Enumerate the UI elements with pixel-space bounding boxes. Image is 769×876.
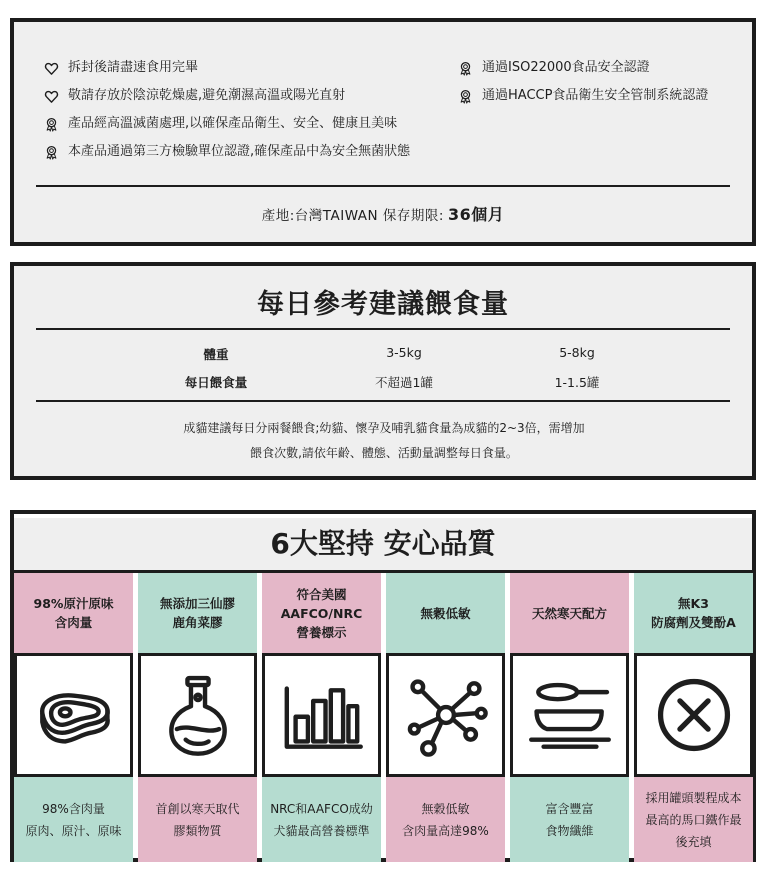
storage-note — [44, 88, 345, 104]
commitment-header-text: 符合美國 AAFCO/NRC 營養標示 — [280, 586, 363, 640]
divider — [36, 328, 730, 330]
feeding-note-line: 成貓建議每日分兩餐餵食;幼貓、懷孕及哺乳貓食量為成貓的2~3倍，需增加 — [183, 421, 585, 435]
commitment-detail-text: NRC和AAFCO成幼 犬貓最高營養標準 — [270, 801, 373, 838]
commitment-header — [386, 573, 505, 653]
commitment-detail-text: 富含豐富 食物纖維 — [545, 801, 594, 838]
commitment-header — [634, 573, 753, 653]
commitment-detail-text: 無穀低敏 含肉量高達98% — [402, 801, 489, 838]
storage-note — [44, 144, 410, 160]
certification-note-text: 通過HACCP食品衛生安全管制系統認證 — [482, 88, 709, 103]
storage-note-text: 產品經高溫滅菌處理,以確保產品衛生、安全、健康且美味 — [68, 116, 398, 131]
storage-notes-panel — [10, 18, 756, 246]
commitment-header — [262, 573, 381, 653]
molecule-icon — [402, 671, 490, 759]
commitment-detail — [138, 777, 257, 862]
commitment-header-text: 無添加三仙膠 鹿角菜膠 — [159, 596, 235, 630]
x-circle-icon — [650, 671, 738, 759]
commitment-header-text: 無穀低敏 — [420, 605, 471, 621]
certification-note — [458, 60, 650, 76]
certification-note — [458, 88, 708, 104]
commitment-icon-box — [510, 653, 629, 777]
commitment-header — [138, 573, 257, 653]
storage-note — [44, 60, 198, 76]
commitment-detail — [262, 777, 381, 862]
commitment-header — [510, 573, 629, 653]
feeding-note — [154, 416, 614, 466]
feeding-guide-panel — [10, 262, 756, 480]
commitment-header-text: 98%原汁原味 含肉量 — [33, 596, 114, 630]
weight-range-large: 5-8kg — [559, 345, 595, 360]
storage-note-text: 本產品通過第三方檢驗單位認證,確保產品中為安全無菌狀態 — [68, 144, 411, 159]
commitment-icon-box — [262, 653, 381, 777]
heart-outline-icon — [44, 89, 59, 104]
award-badge-icon — [458, 89, 473, 104]
commitment-icon-box — [386, 653, 505, 777]
award-badge-icon — [458, 61, 473, 76]
commitment-detail — [386, 777, 505, 862]
divider — [36, 185, 730, 187]
bar-chart-icon — [278, 671, 366, 759]
certification-note-text: 通過ISO22000食品安全認證 — [482, 60, 650, 75]
commitment-detail — [510, 777, 629, 862]
flask-icon — [154, 671, 242, 759]
heart-outline-icon — [44, 61, 59, 76]
daily-amount-large: 1-1.5罐 — [554, 375, 600, 390]
commitment-icon-box — [138, 653, 257, 777]
feeding-note-line: 餵食次數,請依年齡、體態、活動量調整每日食量。 — [250, 446, 518, 460]
origin-label: 產地:台灣TAIWAN 保存期限: — [261, 208, 444, 224]
steak-icon — [30, 671, 118, 759]
commitment-detail — [634, 777, 753, 862]
divider — [36, 400, 730, 402]
commitment-detail-text: 98%含肉量 原肉、原汁、原味 — [25, 801, 122, 838]
quality-title: 6大堅持 安心品質 — [14, 518, 752, 570]
commitment-detail — [14, 777, 133, 862]
commitment-icon-box — [634, 653, 753, 777]
commitment-header — [14, 573, 133, 653]
bowl-spoon-icon — [526, 671, 614, 759]
weight-range-small: 3-5kg — [386, 345, 422, 360]
storage-note — [44, 116, 397, 132]
quality-commitments-panel — [10, 510, 756, 862]
commitment-header-text: 無K3 防腐劑及雙酚A — [651, 596, 736, 630]
commitment-detail-text: 首創以寒天取代 膠類物質 — [155, 801, 240, 838]
storage-note-text: 敬請存放於陰涼乾燥處,避免潮濕高溫或陽光直射 — [68, 88, 346, 103]
daily-amount-small: 不超過1罐 — [375, 375, 433, 390]
commitment-detail-text: 採用罐頭製程成本 最高的馬口鐵作最 後充填 — [645, 790, 742, 849]
weight-label: 體重 — [203, 347, 229, 362]
shelf-life-value: 36個月 — [447, 205, 505, 224]
daily-amount-label: 每日餵食量 — [184, 375, 248, 390]
award-badge-icon — [44, 145, 59, 160]
storage-note-text: 拆封後請盡速食用完畢 — [68, 60, 199, 75]
feeding-guide-title: 每日參考建議餵食量 — [257, 289, 509, 320]
award-badge-icon — [44, 117, 59, 132]
origin-shelf-life — [14, 202, 752, 225]
commitment-header-text: 天然寒天配方 — [531, 605, 607, 621]
commitment-icon-box — [14, 653, 133, 777]
